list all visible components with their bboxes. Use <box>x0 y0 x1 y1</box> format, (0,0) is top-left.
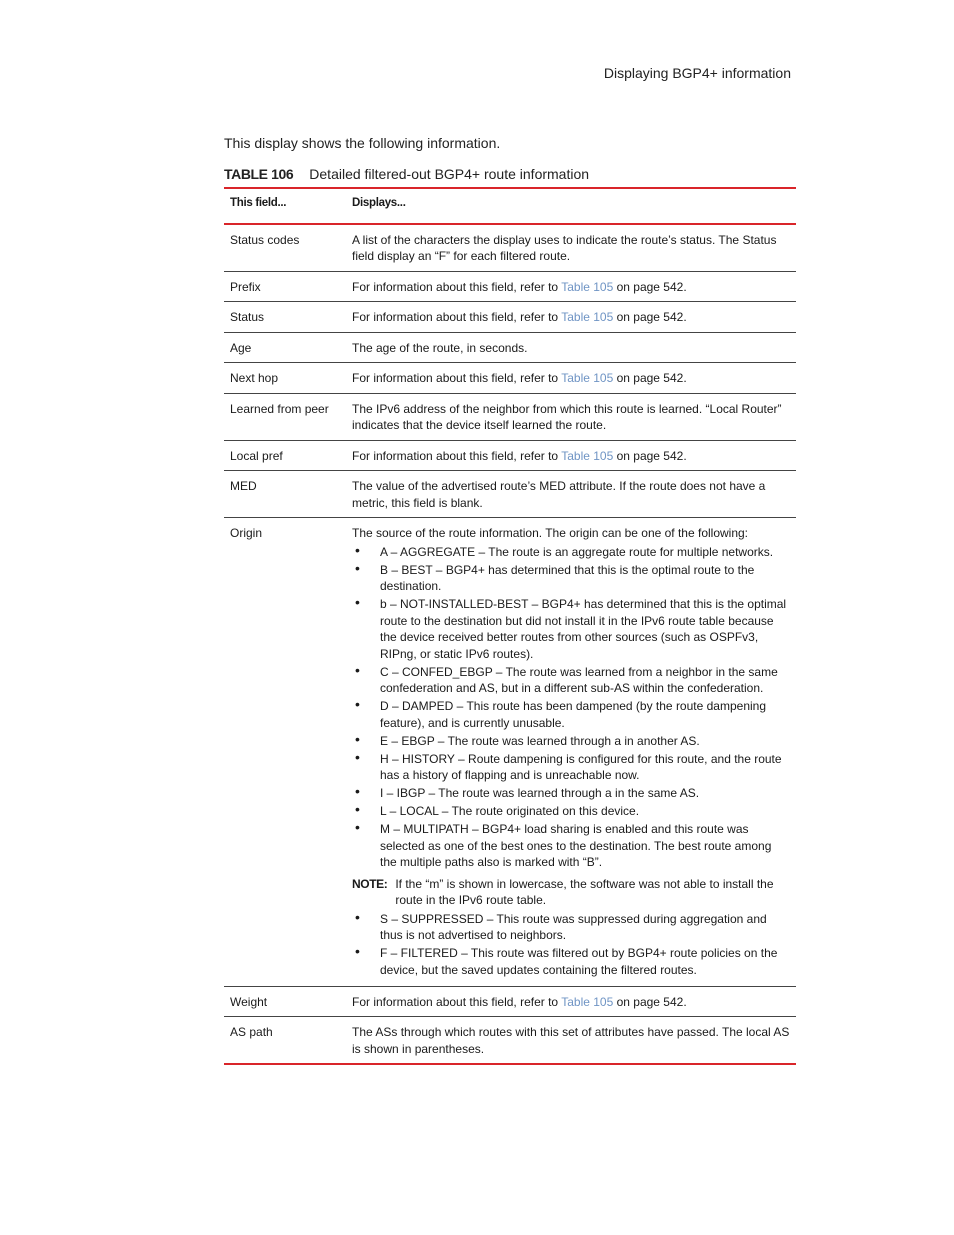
table-number: TABLE 106 <box>224 166 294 182</box>
table-row-local-pref <box>224 440 796 471</box>
field-description: The IPv6 address of the neighbor from which this route is learned. “Local Router” indicates that the device itself learned the route. <box>346 393 796 440</box>
table-row-status-codes <box>224 224 796 272</box>
list-item: • I – IBGP – The route was learned through a in the same AS. <box>352 785 790 802</box>
table-row-med <box>224 471 796 518</box>
table-105-link[interactable]: Table 105 <box>561 371 614 385</box>
running-header: Displaying BGP4+ information <box>603 65 791 81</box>
table-row-learned-from-peer <box>224 393 796 440</box>
list-item: • H – HISTORY – Route dampening is configured for this route, and the route has a history of flapping and is unreachable now. <box>352 751 790 784</box>
column-header-field: This field... <box>224 188 346 224</box>
field-description <box>346 302 796 333</box>
field-name: Origin <box>224 518 346 987</box>
field-name: Weight <box>224 986 346 1017</box>
list-item: • F – FILTERED – This route was filtered out by BGP4+ route policies on the device, but the saved updates containing the filtered routes. <box>352 945 790 978</box>
table-105-link[interactable]: Table 105 <box>561 448 614 463</box>
list-item: • E – EBGP – The route was learned through a in another AS. <box>352 733 790 750</box>
xref-prefix: For information about this field, refer to <box>352 448 562 463</box>
field-name: Learned from peer <box>224 393 346 440</box>
origin-intro: The source of the route information. The origin can be one of the following: <box>352 526 749 540</box>
field-description-table <box>224 187 796 1065</box>
intro-paragraph: This display shows the following information. <box>224 135 501 151</box>
xref-suffix: on page 542. <box>613 310 687 324</box>
note-label: NOTE: <box>352 876 388 891</box>
xref-prefix: For information about this field, refer to <box>352 371 562 385</box>
field-name: Prefix <box>224 271 346 302</box>
origin-code-list-continued <box>352 911 790 979</box>
xref-prefix: For information about this field, refer to <box>352 310 562 324</box>
table-row-prefix <box>224 271 796 302</box>
field-description: The ASs through which routes with this set of attributes have passed. The local AS is shown in parentheses. <box>346 1017 796 1065</box>
field-name: Status codes <box>224 224 346 272</box>
table-row-as-path <box>224 1017 796 1065</box>
xref-prefix: For information about this field, refer to <box>352 994 562 1009</box>
xref-suffix: on page 542. <box>613 994 687 1009</box>
field-description <box>346 271 796 302</box>
list-item: • b – NOT-INSTALLED-BEST – BGP4+ has determined that this is the optimal route to the destination but did not install it in the IPv6 route table because the device received better routes from other sources (such as OSPFv3, RIPng, or static IPv6 routes). <box>352 596 790 662</box>
field-name: Local pref <box>224 440 346 471</box>
field-name: Status <box>224 302 346 333</box>
table-row-age <box>224 332 796 363</box>
note <box>352 876 790 909</box>
list-item: • B – BEST – BGP4+ has determined that this is the optimal route to the destination. <box>352 562 790 595</box>
list-item: • C – CONFED_EBGP – The route was learned from a neighbor in the same confederation and AS, but in a different sub-AS within the confederation. <box>352 664 790 697</box>
field-name: Next hop <box>224 363 346 394</box>
table-title: Detailed filtered-out BGP4+ route information <box>309 166 590 182</box>
table-105-link[interactable]: Table 105 <box>561 279 614 294</box>
xref-prefix: For information about this field, refer to <box>352 279 562 294</box>
note-text: If the “m” is shown in lowercase, the software was not able to install the route in the IPv6 route table. <box>395 876 774 907</box>
table-105-link[interactable]: Table 105 <box>561 310 614 324</box>
table-105-link[interactable]: Table 105 <box>561 994 614 1009</box>
list-item: • S – SUPPRESSED – This route was suppressed during aggregation and thus is not advertised to neighbors. <box>352 911 790 944</box>
field-name: AS path <box>224 1017 346 1065</box>
field-description: The value of the advertised route’s MED attribute. If the route does not have a metric, this field is blank. <box>346 471 796 518</box>
xref-suffix: on page 542. <box>613 279 687 294</box>
field-description: The age of the route, in seconds. <box>346 332 796 363</box>
field-description: A list of the characters the display uses to indicate the route’s status. The Status field display an “F” for each filtered route. <box>346 224 796 272</box>
table-row-status <box>224 302 796 333</box>
field-description <box>346 363 796 394</box>
list-item: • L – LOCAL – The route originated on this device. <box>352 803 790 820</box>
field-name: MED <box>224 471 346 518</box>
column-header-displays: Displays... <box>346 188 796 224</box>
table-row-origin <box>224 518 796 987</box>
table-header-row <box>224 188 796 224</box>
list-item: • D – DAMPED – This route has been dampened (by the route dampening feature), and is currently unusable. <box>352 698 790 731</box>
table-caption <box>224 166 589 182</box>
field-description <box>346 518 796 987</box>
xref-suffix: on page 542. <box>613 371 687 385</box>
xref-suffix: on page 542. <box>613 448 687 463</box>
list-item: • M – MULTIPATH – BGP4+ load sharing is enabled and this route was selected as one of the best ones to the destination. The best route among the multiple paths also is marked with “B”. <box>352 821 790 871</box>
table-row-weight <box>224 986 796 1017</box>
list-item: • A – AGGREGATE – The route is an aggregate route for multiple networks. <box>352 544 790 561</box>
origin-code-list <box>352 544 790 871</box>
field-description <box>346 986 796 1017</box>
field-description <box>346 440 796 471</box>
field-name: Age <box>224 332 346 363</box>
table-row-next-hop <box>224 363 796 394</box>
